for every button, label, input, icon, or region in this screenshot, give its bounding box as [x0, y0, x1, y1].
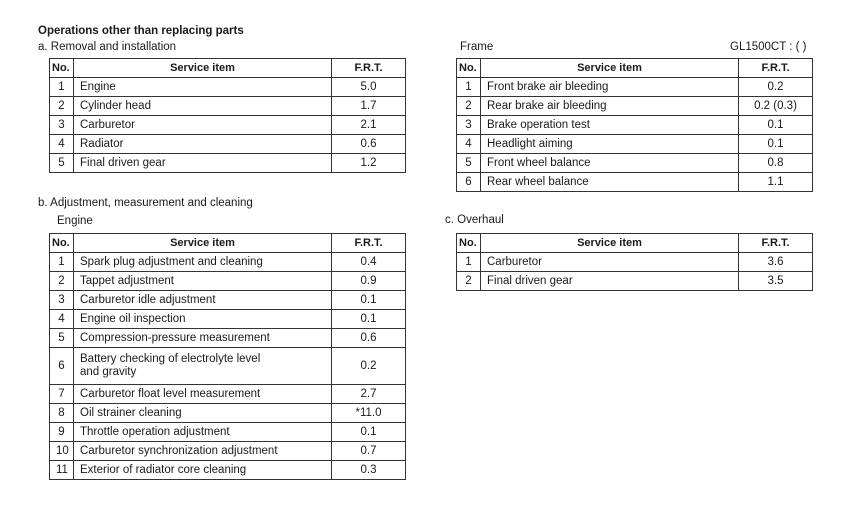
row-item: Tappet adjustment — [74, 272, 332, 291]
row-no: 2 — [50, 272, 74, 291]
row-no: 3 — [457, 116, 481, 135]
header-service-item: Service item — [74, 59, 332, 78]
removal-installation-table — [49, 58, 406, 173]
row-item: Brake operation test — [481, 116, 739, 135]
row-item: Front wheel balance — [481, 154, 739, 173]
row-item: Compression-pressure measurement — [74, 329, 332, 348]
model-label: GL1500CT : ( ) — [730, 41, 807, 53]
row-frt: 0.1 — [332, 423, 406, 442]
table-header-row — [50, 234, 406, 253]
row-frt: 0.6 — [332, 135, 406, 154]
table-row — [50, 461, 406, 480]
row-frt: 0.7 — [332, 442, 406, 461]
row-frt: 0.3 — [332, 461, 406, 480]
row-frt: 0.9 — [332, 272, 406, 291]
row-frt: 3.6 — [739, 253, 813, 272]
table-row — [50, 348, 406, 385]
row-no: 1 — [457, 78, 481, 97]
row-frt: 0.2 — [739, 78, 813, 97]
row-item: Throttle operation adjustment — [74, 423, 332, 442]
header-frt: F.R.T. — [739, 59, 813, 78]
row-item: Headlight aiming — [481, 135, 739, 154]
section-c-label: c. Overhaul — [445, 214, 504, 226]
row-frt: 0.1 — [739, 135, 813, 154]
engine-label: Engine — [57, 215, 93, 227]
row-frt: 0.2 — [332, 348, 406, 385]
table-row — [50, 423, 406, 442]
section-b-label: b. Adjustment, measurement and cleaning — [38, 197, 253, 209]
row-no: 6 — [50, 348, 74, 385]
row-item: Spark plug adjustment and cleaning — [74, 253, 332, 272]
row-frt: 0.6 — [332, 329, 406, 348]
table-row — [457, 97, 813, 116]
row-item: Front brake air bleeding — [481, 78, 739, 97]
header-service-item: Service item — [74, 234, 332, 253]
row-frt: 2.1 — [332, 116, 406, 135]
frame-table — [456, 58, 813, 192]
header-frt: F.R.T. — [332, 59, 406, 78]
header-no: No. — [50, 234, 74, 253]
row-no: 5 — [50, 154, 74, 173]
header-no: No. — [457, 234, 481, 253]
row-item: Engine oil inspection — [74, 310, 332, 329]
header-service-item: Service item — [481, 234, 739, 253]
row-item: Exterior of radiator core cleaning — [74, 461, 332, 480]
header-no: No. — [50, 59, 74, 78]
table-row — [50, 253, 406, 272]
row-frt: 0.1 — [332, 291, 406, 310]
table-row — [50, 154, 406, 173]
table-header-row — [457, 59, 813, 78]
header-frt: F.R.T. — [739, 234, 813, 253]
table-row — [457, 78, 813, 97]
table-row — [50, 116, 406, 135]
table-row — [50, 310, 406, 329]
section-a-label: a. Removal and installation — [38, 41, 177, 53]
table-row — [457, 154, 813, 173]
row-item: Rear brake air bleeding — [481, 97, 739, 116]
row-no: 2 — [50, 97, 74, 116]
table-row — [457, 272, 813, 291]
table-row — [50, 78, 406, 97]
table-row — [50, 404, 406, 423]
table-header-row — [457, 234, 813, 253]
row-no: 4 — [457, 135, 481, 154]
table-header-row — [50, 59, 406, 78]
row-no: 1 — [457, 253, 481, 272]
table-row — [457, 173, 813, 192]
table-row — [50, 329, 406, 348]
row-frt: 5.0 — [332, 78, 406, 97]
row-item: Carburetor — [481, 253, 739, 272]
row-frt: 2.7 — [332, 385, 406, 404]
table-row — [50, 97, 406, 116]
row-no: 6 — [457, 173, 481, 192]
row-no: 2 — [457, 272, 481, 291]
header-service-item: Service item — [481, 59, 739, 78]
row-no: 1 — [50, 78, 74, 97]
frame-label: Frame — [460, 41, 494, 53]
row-no: 7 — [50, 385, 74, 404]
row-no: 10 — [50, 442, 74, 461]
row-no: 11 — [50, 461, 74, 480]
row-item: Oil strainer cleaning — [74, 404, 332, 423]
row-item: Battery checking of electrolyte level and gravity — [74, 348, 332, 385]
row-item: Cylinder head — [74, 97, 332, 116]
row-no: 3 — [50, 116, 74, 135]
row-item: Carburetor synchronization adjustment — [74, 442, 332, 461]
row-item: Radiator — [74, 135, 332, 154]
row-no: 2 — [457, 97, 481, 116]
row-frt: 3.5 — [739, 272, 813, 291]
row-frt: 0.1 — [739, 116, 813, 135]
table-row — [50, 291, 406, 310]
table-row — [50, 135, 406, 154]
table-row — [50, 385, 406, 404]
row-frt: 0.8 — [739, 154, 813, 173]
header-no: No. — [457, 59, 481, 78]
table-row — [457, 116, 813, 135]
row-frt: *11.0 — [332, 404, 406, 423]
table-row — [457, 135, 813, 154]
row-item: Rear wheel balance — [481, 173, 739, 192]
row-item: Engine — [74, 78, 332, 97]
table-row — [50, 442, 406, 461]
row-no: 1 — [50, 253, 74, 272]
row-no: 4 — [50, 310, 74, 329]
header-frt: F.R.T. — [332, 234, 406, 253]
row-item: Final driven gear — [481, 272, 739, 291]
adjustment-table — [49, 233, 406, 480]
row-frt: 0.1 — [332, 310, 406, 329]
row-item: Carburetor idle adjustment — [74, 291, 332, 310]
row-no: 9 — [50, 423, 74, 442]
row-no: 5 — [50, 329, 74, 348]
row-no: 3 — [50, 291, 74, 310]
row-item: Carburetor float level measurement — [74, 385, 332, 404]
row-frt: 0.2 (0.3) — [739, 97, 813, 116]
row-no: 8 — [50, 404, 74, 423]
row-frt: 0.4 — [332, 253, 406, 272]
row-frt: 1.1 — [739, 173, 813, 192]
row-frt: 1.2 — [332, 154, 406, 173]
row-item: Carburetor — [74, 116, 332, 135]
table-row — [50, 272, 406, 291]
row-item: Final driven gear — [74, 154, 332, 173]
row-no: 4 — [50, 135, 74, 154]
table-row — [457, 253, 813, 272]
page-title: Operations other than replacing parts — [38, 25, 244, 37]
row-frt: 1.7 — [332, 97, 406, 116]
overhaul-table — [456, 233, 813, 291]
row-no: 5 — [457, 154, 481, 173]
